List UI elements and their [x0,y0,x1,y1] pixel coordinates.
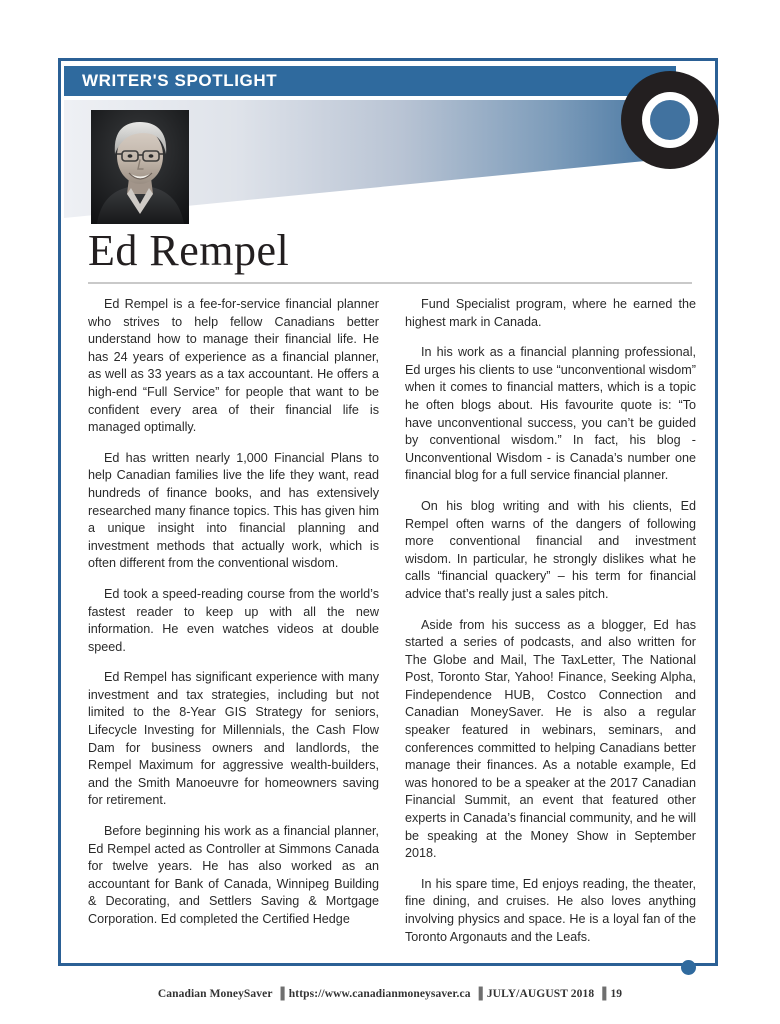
writers-spotlight-banner [64,66,676,96]
banner-title: WRITER'S SPOTLIGHT [82,71,278,90]
end-of-article-dot-icon [681,960,696,975]
paragraph: Ed Rempel has significant experience with many investment and tax strategies, including but not limited to the 8-Year GIS Strategy for seniors, Lifecycle Investing for Millennials, the Cash Flow Dam for business owners and landlords, the Rempel Maximum for aggressive wealth-builders, and the Smith Manoeuvre for homeowners saving for retirement. [88,670,379,808]
paragraph: Ed took a speed-reading course from the world’s fastest reader to keep up with all the new information. He even watches videos at double speed. [88,586,379,654]
footer-website[interactable]: https://www.canadianmoneysaver.ca [288,988,471,1000]
title-divider-rule [88,282,692,284]
paragraph: Ed Rempel is a fee-for-service financial planner who strives to help fellow Canadians better understand how to manage their financial life. He has 24 years of experience as a financial planner, as well as 33 years as a tax accountant. He offers a high-end “Full Service” for people that want to be confident every area of their financial life is managed optimally. [88,297,379,435]
footer-separator-icon: ▐ [474,988,483,1000]
article-column-left [88,296,379,948]
author-portrait-photo [91,110,189,224]
end-of-article-line [405,959,696,977]
paragraph: Aside from his success as a blogger, Ed has started a series of podcasts, and also written for The Globe and Mail, The TaxLetter, The National Post, Toronto Star, Yahoo! Finance, Seeking Alpha, Findependence HUB, Costco Connection and Canadian MoneySaver. He is also a regular speaker featured in webinars, seminars, and conferences committed to helping Canadians better manage their finances. As a notable example, Ed was honored to be a speaker at the 2017 Canadian Financial Summit, an event that featured other experts in Canada’s financial community, and he will be speaking at the Money Show in September 2018. [405,617,696,861]
footer-publication: Canadian MoneySaver [157,988,273,1000]
circle-ring-graphic [619,69,721,171]
paragraph: In his spare time, Ed enjoys reading, the theater, fine dining, and cruises. He also loves anything involving physics and space. He is a loyal fan of the Toronto Argonauts and the Leafs. [405,876,696,944]
footer-page-number: 19 [610,988,623,1000]
paragraph: Fund Specialist program, where he earned the highest mark in Canada. [405,297,696,329]
page-footer [0,988,780,1000]
paragraph: In his work as a financial planning professional, Ed urges his clients to use “unconventional wisdom” when it comes to financial matters, which is a topic he often blogs about. His favourite quote is: “To have unconventional success, you can’t be guided by conventional wisdom.” In fact, his blog - Unconventional Wisdom - is Canada’s number one financial blog for a full service financial planner. [405,345,696,483]
paragraph: On his blog writing and with his clients, Ed Rempel often warns of the dangers of following more conventional financial and investment wisdom. In particular, he strongly dislikes what he calls “financial quackery” – his term for financial advice that’s really just a sales pitch. [405,498,696,601]
paragraph: Ed has written nearly 1,000 Financial Plans to help Canadian families live the life they want, read hundreds of finance books, and has extensively researched many finance topics. This has given him a unique insight into financial planning and investment methods that actually work, which is often different from the conventional wisdom. [88,450,379,571]
footer-separator-icon: ▐ [598,988,607,1000]
footer-issue: JULY/AUGUST 2018 [486,988,595,1000]
paragraph: Before beginning his work as a financial planner, Ed Rempel acted as Controller at Simmons Canada for twelve years. He has also worked as an accountant for Bank of Canada, Winnipeg Building & Decorating, and Settlers Saving & Mortgage Corporation. Ed completed the Certified Hedge [88,824,379,926]
footer-separator-icon: ▐ [276,988,285,1000]
page-title: Ed Rempel [88,226,290,275]
article-column-right [405,296,696,948]
article-body [88,296,696,948]
